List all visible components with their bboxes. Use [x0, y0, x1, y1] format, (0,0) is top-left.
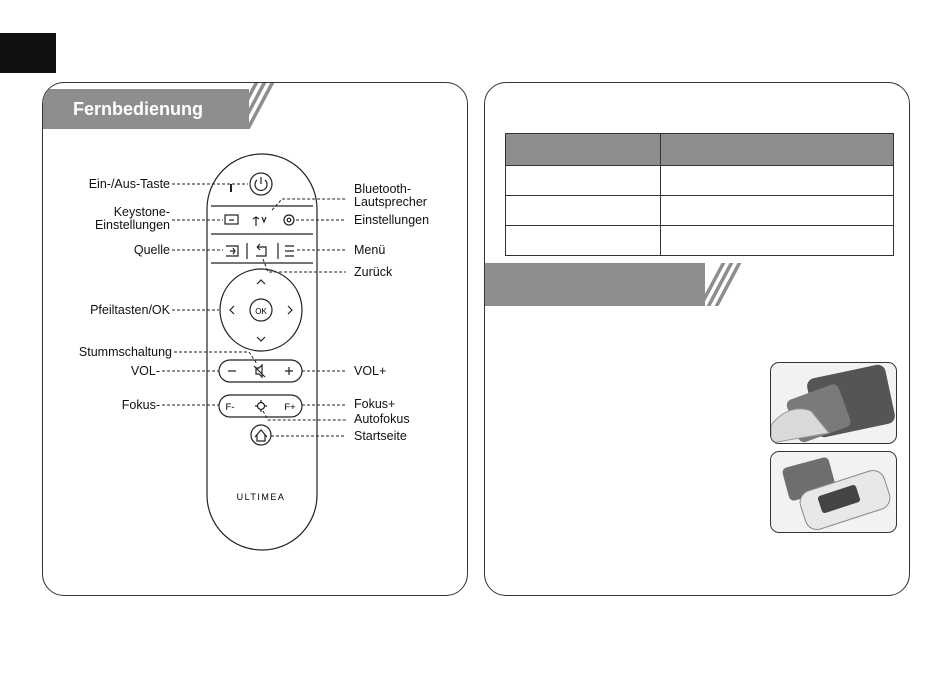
table-row [506, 226, 894, 256]
table-row [506, 166, 894, 196]
callout-bluetooth: Bluetooth- Lautsprecher [354, 182, 427, 209]
focus-plus-label[interactable]: F+ [284, 402, 296, 413]
battery-cover-removal-image [770, 362, 897, 444]
mute-icon [254, 365, 265, 377]
battery-insertion-image [770, 451, 897, 533]
callout-vol-minus: VOL- [130, 364, 160, 378]
vol-plus-icon [285, 367, 293, 375]
arrow-down-icon [257, 337, 265, 341]
arrow-up-icon [257, 280, 265, 284]
settings-icon [284, 215, 294, 225]
arrow-right-icon [288, 306, 292, 314]
home-icon [255, 430, 267, 441]
table-cell [661, 166, 894, 196]
callout-arrows-ok: Pfeiltasten/OK [90, 303, 170, 317]
callout-source: Quelle [133, 243, 170, 257]
callout-power: Ein-/Aus-Taste [88, 177, 170, 191]
source-icon [226, 246, 238, 256]
callout-mute: Stummschaltung [78, 345, 172, 359]
table-cell [506, 166, 661, 196]
callout-home: Startseite [354, 429, 407, 443]
spec-table [505, 133, 894, 256]
menu-icon [285, 246, 294, 256]
callout-back: Zurück [354, 265, 393, 279]
arrow-left-icon [230, 306, 234, 314]
brand-logo-text: ULTIMEA [236, 492, 286, 502]
leader-mute [174, 352, 257, 364]
ok-label[interactable]: OK [255, 307, 267, 316]
section-banner [485, 263, 705, 306]
table-row [506, 196, 894, 226]
section-title: Fernbedienung [73, 99, 203, 119]
callout-keystone: Keystone- Einstellungen [94, 205, 170, 232]
home-button-circle [251, 425, 271, 445]
callout-focus-minus: Fokus- [121, 398, 160, 412]
table-cell [506, 226, 661, 256]
spec-header-cell [661, 134, 894, 166]
bluetooth-speaker-icon [253, 217, 266, 226]
callout-menu: Menü [354, 243, 386, 257]
autofocus-icon [258, 403, 265, 410]
table-cell [661, 196, 894, 226]
callout-autofocus: Autofokus [354, 412, 410, 426]
spec-header-cell [506, 134, 661, 166]
back-icon [256, 244, 266, 256]
leader-bluetooth [272, 199, 346, 210]
callout-settings: Einstellungen [354, 213, 430, 227]
table-cell [506, 196, 661, 226]
table-cell [661, 226, 894, 256]
leader-back [263, 259, 346, 272]
spec-table-header [506, 134, 894, 166]
focus-minus-label[interactable]: F- [225, 402, 235, 413]
callout-focus-plus: Fokus+ [354, 397, 396, 411]
remote-body [207, 154, 317, 550]
callout-vol-plus: VOL+ [354, 364, 387, 378]
leader-autofocus [263, 411, 346, 420]
